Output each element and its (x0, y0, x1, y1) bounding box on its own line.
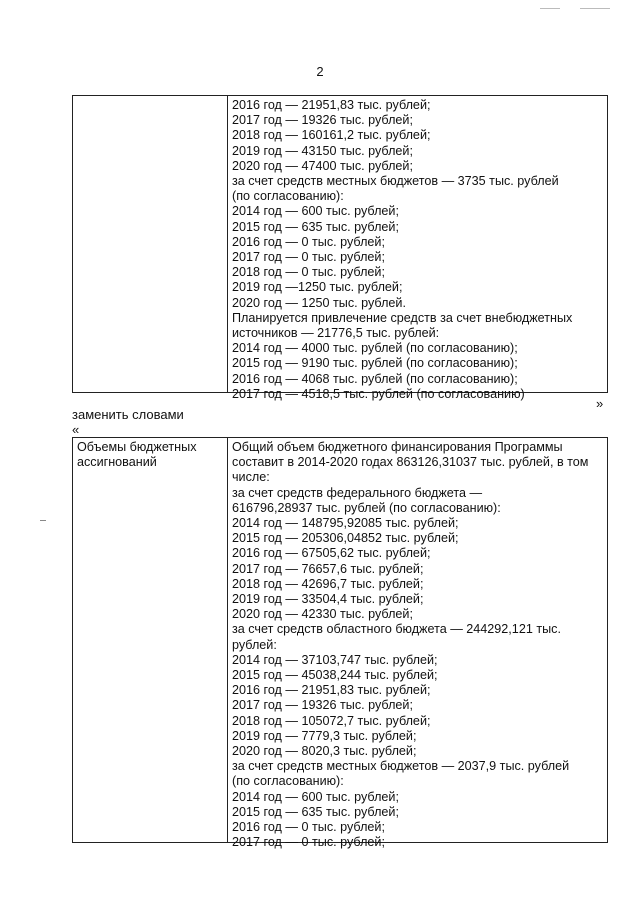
text-line: (по согласованию): (232, 189, 344, 204)
text-line: за счет средств местных бюджетов — 3735 тыс. рублей (232, 174, 559, 189)
text-line: 2018 год — 42696,7 тыс. рублей; (232, 576, 424, 591)
text-line: 2014 год — 600 тыс. рублей; (232, 789, 399, 804)
text-line: 2015 год — 9190 тыс. рублей (по согласованию); (232, 356, 518, 371)
text-line: 2014 год — 37103,747 тыс. рублей; (232, 652, 438, 667)
text-line: за счет средств федерального бюджета — (232, 485, 483, 500)
text-line: (по согласованию): (232, 774, 344, 789)
text-line: 2016 год — 0 тыс. рублей; (232, 820, 385, 835)
text-line: 2016 год — 4068 тыс. рублей (по согласованию); (232, 371, 518, 386)
budget-table-new (72, 437, 608, 850)
text-line: 2018 год — 160161,2 тыс. рублей; (232, 128, 431, 143)
text-line: 2020 год — 47400 тыс. рублей; (232, 158, 413, 173)
table-cell-label-empty (73, 96, 228, 392)
text-line: 2019 год — 33504,4 тыс. рублей; (232, 592, 424, 607)
closing-quote: » (596, 396, 604, 411)
text-line: 2017 год — 4518,5 тыс. рублей (по согласованию) (232, 386, 525, 401)
text-line: 2015 год — 45038,244 тыс. рублей; (232, 668, 438, 683)
text-line: рублей: (232, 637, 277, 652)
table-cell-content (228, 96, 607, 401)
text-line: числе: (232, 470, 270, 485)
text-line: Объемы бюджетных (77, 440, 197, 454)
opening-quote: « (72, 422, 80, 437)
text-line: 2018 год — 0 тыс. рублей; (232, 265, 385, 280)
text-line: 2019 год — 7779,3 тыс. рублей; (232, 728, 417, 743)
text-line: 2015 год — 635 тыс. рублей; (232, 219, 399, 234)
text-line: 2014 год — 600 тыс. рублей; (232, 204, 399, 219)
margin-mark (40, 520, 46, 521)
text-line: 2019 год —1250 тыс. рублей; (232, 280, 403, 295)
text-line: за счет средств областного бюджета — 244292,121 тыс. (232, 622, 561, 637)
text-line: 2020 год — 42330 тыс. рублей; (232, 607, 413, 622)
text-line: 2017 год — 19326 тыс. рублей; (232, 113, 413, 128)
text-line: Планируется привлечение средств за счет внебюджетных (232, 310, 573, 325)
text-line: 616796,28937 тыс. рублей (по согласованию): (232, 500, 501, 515)
text-line: 2016 год — 0 тыс. рублей; (232, 234, 385, 249)
replace-instruction: заменить словами (72, 407, 184, 422)
text-line: 2015 год — 205306,04852 тыс. рублей; (232, 531, 459, 546)
text-line: 2017 год — 0 тыс. рублей; (232, 250, 385, 265)
budget-table-old (72, 95, 608, 401)
text-line: 2017 год — 19326 тыс. рублей; (232, 698, 413, 713)
text-line: составит в 2014-2020 годах 863126,31037 тыс. рублей, в том (232, 455, 589, 470)
text-line: ассигнований (77, 455, 157, 470)
text-line: 2014 год — 4000 тыс. рублей (по согласованию); (232, 341, 518, 356)
text-line: 2015 год — 635 тыс. рублей; (232, 804, 399, 819)
table-cell-content (228, 438, 607, 850)
text-line: 2020 год — 8020,3 тыс. рублей; (232, 744, 417, 759)
text-line: 2016 год — 21951,83 тыс. рублей; (232, 98, 431, 112)
text-line: источников — 21776,5 тыс. рублей: (232, 326, 440, 341)
margin-mark (580, 8, 610, 9)
text-line: 2016 год — 67505,62 тыс. рублей; (232, 546, 431, 561)
page-number: 2 (316, 64, 324, 79)
text-line: за счет средств местных бюджетов — 2037,9 тыс. рублей (232, 759, 570, 774)
text-line: 2014 год — 148795,92085 тыс. рублей; (232, 516, 459, 531)
text-line: 2017 год — 76657,6 тыс. рублей; (232, 561, 424, 576)
text-line: 2018 год — 105072,7 тыс. рублей; (232, 713, 431, 728)
text-line: Общий объем бюджетного финансирования Программы (232, 440, 563, 454)
text-line: 2016 год — 21951,83 тыс. рублей; (232, 683, 431, 698)
text-line: 2017 год — 0 тыс. рублей; (232, 835, 385, 850)
text-line: 2019 год — 43150 тыс. рублей; (232, 143, 413, 158)
text-line: 2020 год — 1250 тыс. рублей. (232, 295, 406, 310)
table-cell-label (73, 438, 228, 842)
margin-mark (540, 8, 560, 9)
